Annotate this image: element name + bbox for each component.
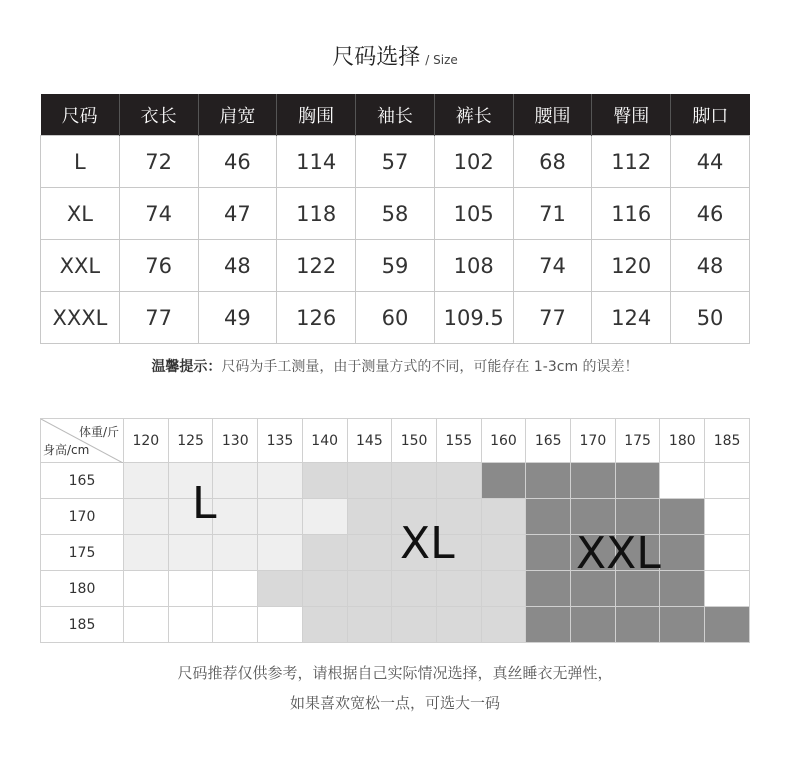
- recommend-zone-cell: [168, 607, 213, 643]
- recommend-zone-cell: [392, 607, 437, 643]
- weight-header-cell: 155: [436, 419, 481, 463]
- weight-header-cell: 120: [124, 419, 169, 463]
- size-value-cell: 102: [434, 136, 513, 188]
- zone-label-l: L: [192, 478, 217, 529]
- weight-header-cell: 135: [258, 419, 303, 463]
- recommend-zone-cell: [615, 607, 660, 643]
- height-header-cell: 170: [41, 499, 124, 535]
- recommend-zone-cell: [302, 499, 347, 535]
- size-value-cell: 57: [356, 136, 435, 188]
- recommend-zone-cell: [571, 535, 616, 571]
- recommend-zone-cell: [392, 499, 437, 535]
- size-value-cell: 68: [513, 136, 592, 188]
- size-table: [40, 94, 750, 344]
- recommend-zone-cell: [526, 499, 571, 535]
- height-row: [41, 499, 750, 535]
- recommend-zone-cell: [347, 535, 392, 571]
- weight-header-cell: 175: [615, 419, 660, 463]
- weight-header-cell: 140: [302, 419, 347, 463]
- height-row: [41, 571, 750, 607]
- size-value-cell: 109.5: [434, 292, 513, 344]
- weight-header-row: [41, 419, 750, 463]
- size-value-cell: 60: [356, 292, 435, 344]
- size-header-cell: 衣长: [119, 94, 198, 136]
- size-header-cell: 脚口: [671, 94, 750, 136]
- size-header-cell: 臀围: [592, 94, 671, 136]
- recommend-zone-cell: [526, 607, 571, 643]
- recommend-zone-cell: [526, 463, 571, 499]
- height-header-cell: 175: [41, 535, 124, 571]
- recommend-zone-cell: [660, 535, 705, 571]
- size-value-cell: 59: [356, 240, 435, 292]
- recommend-zone-cell: [436, 607, 481, 643]
- recommend-zone-cell: [347, 607, 392, 643]
- size-value-cell: 76: [119, 240, 198, 292]
- footer-line-2: 如果喜欢宽松一点，可选大一码: [289, 694, 500, 712]
- size-header-cell: 胸围: [277, 94, 356, 136]
- recommend-zone-cell: [392, 571, 437, 607]
- size-value-cell: 44: [671, 136, 750, 188]
- recommend-zone-cell: [660, 463, 705, 499]
- weight-header-cell: 170: [571, 419, 616, 463]
- recommend-zone-cell: [526, 571, 571, 607]
- recommend-zone-cell: [705, 535, 750, 571]
- recommend-zone-cell: [660, 499, 705, 535]
- weight-header-cell: 160: [481, 419, 526, 463]
- size-header-cell: 裤长: [434, 94, 513, 136]
- recommend-zone-cell: [168, 571, 213, 607]
- size-row: [41, 240, 750, 292]
- size-value-cell: 77: [119, 292, 198, 344]
- size-value-cell: 46: [198, 136, 277, 188]
- height-row: [41, 463, 750, 499]
- recommend-zone-cell: [124, 571, 169, 607]
- height-row: [41, 607, 750, 643]
- recommend-zone-cell: [526, 535, 571, 571]
- size-row: [41, 188, 750, 240]
- size-value-cell: 58: [356, 188, 435, 240]
- weight-axis-label: 体重/斤: [78, 425, 119, 439]
- size-label-cell: XXXL: [41, 292, 120, 344]
- recommend-zone-cell: [124, 535, 169, 571]
- weight-header-cell: 180: [660, 419, 705, 463]
- recommend-zone-cell: [571, 571, 616, 607]
- size-row: [41, 292, 750, 344]
- recommend-zone-cell: [615, 463, 660, 499]
- size-table-header-row: [41, 94, 750, 136]
- recommend-zone-cell: [213, 607, 258, 643]
- size-value-cell: 116: [592, 188, 671, 240]
- size-value-cell: 108: [434, 240, 513, 292]
- title-sub: / Size: [425, 53, 458, 67]
- recommend-zone-cell: [571, 463, 616, 499]
- size-value-cell: 118: [277, 188, 356, 240]
- recommend-zone-cell: [481, 535, 526, 571]
- axis-corner-cell: [41, 419, 124, 463]
- recommend-zone-cell: [436, 571, 481, 607]
- page-title: [0, 40, 790, 71]
- weight-header-cell: 150: [392, 419, 437, 463]
- recommendation-table: [40, 418, 750, 643]
- zone-label-xxl: XXL: [576, 528, 661, 579]
- recommend-zone-cell: [124, 463, 169, 499]
- recommend-zone-cell: [124, 607, 169, 643]
- recommend-zone-cell: [168, 463, 213, 499]
- size-value-cell: 122: [277, 240, 356, 292]
- size-value-cell: 46: [671, 188, 750, 240]
- weight-header-cell: 145: [347, 419, 392, 463]
- size-header-cell: 肩宽: [198, 94, 277, 136]
- height-header-cell: 165: [41, 463, 124, 499]
- size-value-cell: 49: [198, 292, 277, 344]
- recommend-zone-cell: [302, 535, 347, 571]
- note-text: 尺码为手工测量，由于测量方式的不同，可能存在 1-3cm 的误差！: [221, 359, 639, 375]
- recommend-zone-cell: [168, 535, 213, 571]
- size-value-cell: 72: [119, 136, 198, 188]
- size-row: [41, 136, 750, 188]
- size-value-cell: 71: [513, 188, 592, 240]
- size-value-cell: 77: [513, 292, 592, 344]
- recommend-zone-cell: [213, 463, 258, 499]
- recommend-zone-cell: [258, 571, 303, 607]
- recommend-zone-cell: [347, 571, 392, 607]
- size-value-cell: 112: [592, 136, 671, 188]
- size-value-cell: 74: [119, 188, 198, 240]
- size-header-cell: 尺码: [41, 94, 120, 136]
- size-value-cell: 47: [198, 188, 277, 240]
- recommend-zone-cell: [705, 463, 750, 499]
- size-value-cell: 48: [198, 240, 277, 292]
- recommend-zone-cell: [571, 607, 616, 643]
- height-axis-label: 身高/cm: [43, 443, 90, 457]
- recommend-zone-cell: [436, 499, 481, 535]
- height-row: [41, 535, 750, 571]
- recommend-zone-cell: [347, 499, 392, 535]
- measurement-note: [0, 356, 790, 376]
- recommend-zone-cell: [258, 499, 303, 535]
- recommend-zone-cell: [436, 463, 481, 499]
- recommend-zone-cell: [615, 499, 660, 535]
- size-value-cell: 50: [671, 292, 750, 344]
- recommend-zone-cell: [571, 499, 616, 535]
- size-value-cell: 48: [671, 240, 750, 292]
- recommend-zone-cell: [660, 571, 705, 607]
- size-label-cell: XL: [41, 188, 120, 240]
- weight-header-cell: 165: [526, 419, 571, 463]
- recommend-zone-cell: [168, 499, 213, 535]
- size-value-cell: 124: [592, 292, 671, 344]
- size-label-cell: XXL: [41, 240, 120, 292]
- recommend-zone-cell: [302, 607, 347, 643]
- zone-label-xl: XL: [400, 518, 455, 569]
- recommend-zone-cell: [258, 607, 303, 643]
- size-value-cell: 126: [277, 292, 356, 344]
- size-label-cell: L: [41, 136, 120, 188]
- size-value-cell: 120: [592, 240, 671, 292]
- recommend-zone-cell: [392, 535, 437, 571]
- weight-header-cell: 185: [705, 419, 750, 463]
- recommend-zone-cell: [258, 463, 303, 499]
- recommend-zone-cell: [481, 499, 526, 535]
- height-header-cell: 180: [41, 571, 124, 607]
- recommend-zone-cell: [481, 463, 526, 499]
- footer-line-1: 尺码推荐仅供参考，请根据自己实际情况选择，真丝睡衣无弹性，: [177, 664, 613, 682]
- size-value-cell: 74: [513, 240, 592, 292]
- weight-header-cell: 125: [168, 419, 213, 463]
- recommend-zone-cell: [481, 571, 526, 607]
- size-value-cell: 105: [434, 188, 513, 240]
- recommend-zone-cell: [615, 535, 660, 571]
- recommend-zone-cell: [302, 571, 347, 607]
- height-header-cell: 185: [41, 607, 124, 643]
- size-header-cell: 袖长: [356, 94, 435, 136]
- recommend-zone-cell: [705, 499, 750, 535]
- size-value-cell: 114: [277, 136, 356, 188]
- recommend-zone-cell: [213, 499, 258, 535]
- size-header-cell: 腰围: [513, 94, 592, 136]
- note-label: 温馨提示：: [151, 359, 222, 375]
- recommend-zone-cell: [436, 535, 481, 571]
- recommend-zone-cell: [124, 499, 169, 535]
- weight-header-cell: 130: [213, 419, 258, 463]
- title-main: 尺码选择: [332, 45, 421, 70]
- recommend-zone-cell: [481, 607, 526, 643]
- recommend-zone-cell: [302, 463, 347, 499]
- recommend-zone-cell: [213, 535, 258, 571]
- recommend-zone-cell: [705, 607, 750, 643]
- recommend-zone-cell: [347, 463, 392, 499]
- recommend-zone-cell: [705, 571, 750, 607]
- recommend-zone-cell: [392, 463, 437, 499]
- recommend-zone-cell: [258, 535, 303, 571]
- recommend-zone-cell: [660, 607, 705, 643]
- recommend-zone-cell: [615, 571, 660, 607]
- recommend-zone-cell: [213, 571, 258, 607]
